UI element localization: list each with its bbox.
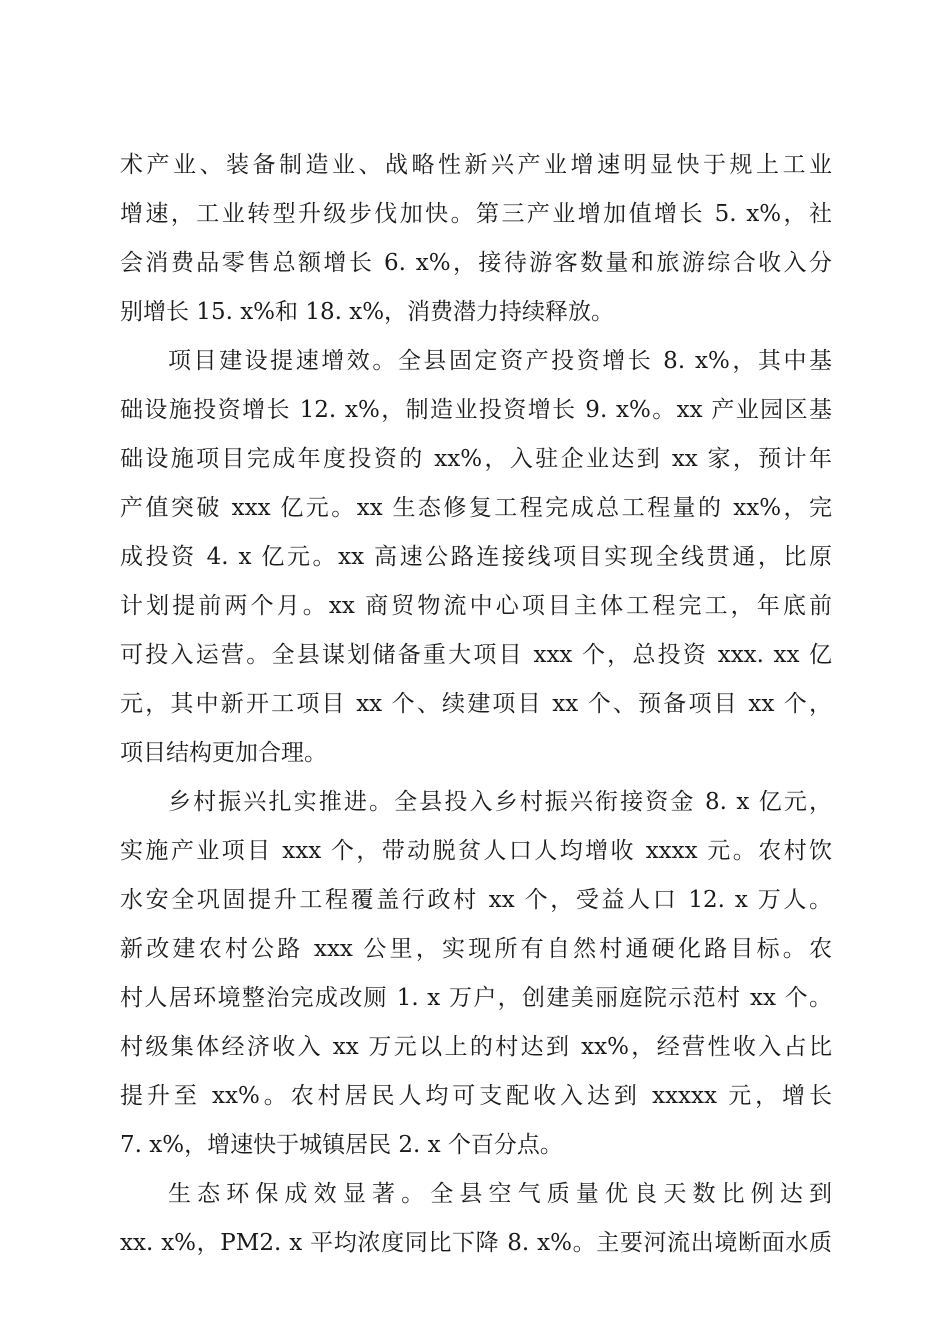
paragraph-2-line-9: 项目结构更加合理。 bbox=[120, 740, 327, 766]
paragraph-2-line-6: 计划提前两个月。xx 商贸物流中心项目主体工程完工，年底前 bbox=[120, 593, 832, 619]
paragraph-1-line-1: 术产业、装备制造业、战略性新兴产业增速明显快于规上工业 bbox=[120, 152, 832, 178]
paragraph-3-line-8: 7. x%，增速快于城镇居民 2. x 个百分点。 bbox=[120, 1132, 563, 1158]
paragraph-4-line-2: xx. x%，PM2. x 平均浓度同比下降 8. x%。主要河流出境断面水质 bbox=[120, 1230, 832, 1256]
paragraph-3-line-2: 实施产业项目 xxx 个，带动脱贫人口人均增收 xxxx 元。农村饮 bbox=[120, 838, 832, 864]
paragraph-2-line-3: 础设施项目完成年度投资的 xx%，入驻企业达到 xx 家，预计年 bbox=[120, 446, 832, 472]
document-body bbox=[120, 141, 832, 1268]
paragraph-3-line-6: 村级集体经济收入 xx 万元以上的村达到 xx%，经营性收入占比 bbox=[120, 1034, 832, 1060]
paragraph-2-line-2: 础设施投资增长 12. x%，制造业投资增长 9. x%。xx 产业园区基 bbox=[120, 397, 832, 423]
paragraph-2-line-4: 产值突破 xxx 亿元。xx 生态修复工程完成总工程量的 xx%，完 bbox=[120, 495, 832, 521]
paragraph-2-line-8: 元，其中新开工项目 xx 个、续建项目 xx 个、预备项目 xx 个， bbox=[120, 691, 832, 717]
paragraph-2-line-1: 项目建设提速增效。全县固定资产投资增长 8. x%，其中基 bbox=[168, 348, 832, 374]
paragraph-1-line-4: 别增长 15. x%和 18. x%，消费潜力持续释放。 bbox=[120, 299, 615, 325]
paragraph-3-line-3: 水安全巩固提升工程覆盖行政村 xx 个，受益人口 12. x 万人。 bbox=[120, 887, 832, 913]
paragraph-2-line-7: 可投入运营。全县谋划储备重大项目 xxx 个，总投资 xxx. xx 亿 bbox=[120, 642, 832, 668]
paragraph-3-line-7: 提升至 xx%。农村居民人均可支配收入达到 xxxxx 元，增长 bbox=[120, 1083, 832, 1109]
paragraph-3-line-5: 村人居环境整治完成改厕 1. x 万户，创建美丽庭院示范村 xx 个。 bbox=[120, 985, 832, 1011]
paragraph-3-line-4: 新改建农村公路 xxx 公里，实现所有自然村通硬化路目标。农 bbox=[120, 936, 832, 962]
paragraph-3-line-1: 乡村振兴扎实推进。全县投入乡村振兴衔接资金 8. x 亿元， bbox=[168, 789, 832, 815]
paragraph-1-line-3: 会消费品零售总额增长 6. x%，接待游客数量和旅游综合收入分 bbox=[120, 250, 832, 276]
paragraph-4-line-1: 生态环保成效显著。全县空气质量优良天数比例达到 bbox=[168, 1181, 832, 1207]
paragraph-2-line-5: 成投资 4. x 亿元。xx 高速公路连接线项目实现全线贯通，比原 bbox=[120, 544, 832, 570]
paragraph-1-line-2: 增速，工业转型升级步伐加快。第三产业增加值增长 5. x%，社 bbox=[120, 201, 832, 227]
